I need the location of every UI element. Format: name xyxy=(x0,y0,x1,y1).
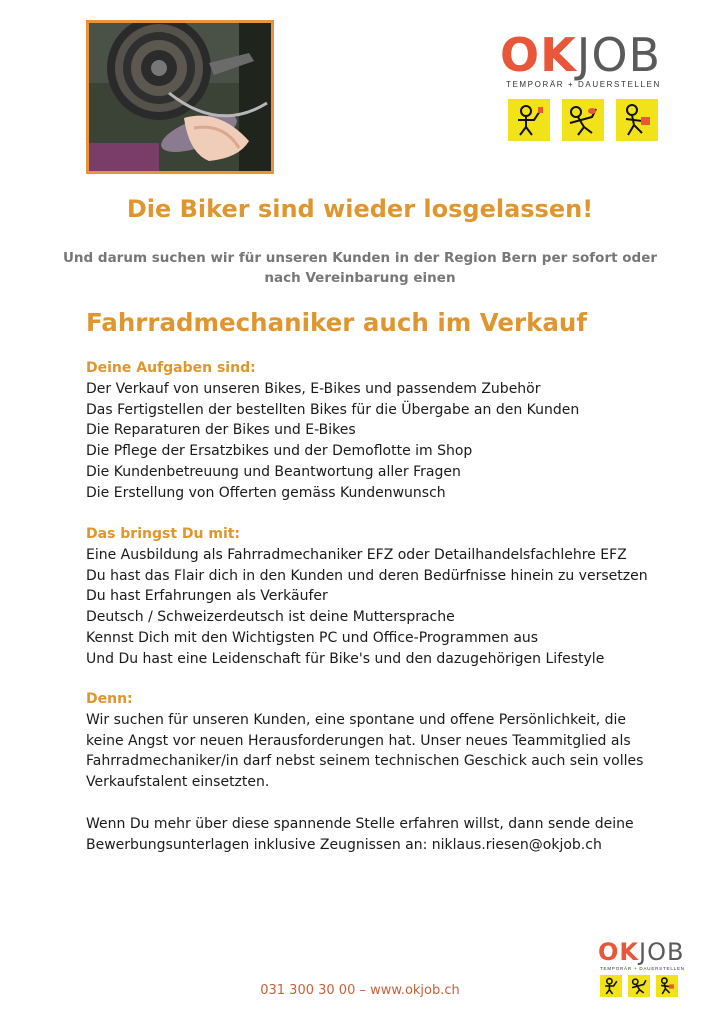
list-item: Das Fertigstellen der bestellten Bikes für die Übergabe an den Kunden xyxy=(86,401,580,418)
tasks-section xyxy=(86,358,666,504)
okjob-logo xyxy=(500,28,695,141)
logo-tagline: TEMPORÄR + DAUERSTELLEN xyxy=(600,966,685,971)
list-item: Die Pflege der Ersatzbikes und der Demoflotte im Shop xyxy=(86,443,473,460)
denn-heading: Denn: xyxy=(86,691,133,707)
denn-section xyxy=(86,689,666,793)
tasks-heading: Deine Aufgaben sind: xyxy=(86,360,256,376)
footer-contact: 031 300 30 00 – www.okjob.ch xyxy=(260,983,460,998)
logo-figure-tiles xyxy=(500,99,695,141)
figure-icon xyxy=(508,99,550,141)
list-item: Die Erstellung von Offerten gemäss Kundenwunsch xyxy=(86,484,446,501)
intro-line: nach Vereinbarung einen xyxy=(264,270,456,286)
logo-wordmark xyxy=(500,28,695,82)
list-item: Du hast das Flair dich in den Kunden und deren Bedürfnisse hinein zu versetzen xyxy=(86,567,648,584)
list-item: Und Du hast eine Leidenschaft für Bike's und den dazugehörigen Lifestyle xyxy=(86,650,605,667)
paragraph-line: keine Angst vor neuen Herausforderungen hat. Unser neues Teammitglied als xyxy=(86,732,631,749)
logo-job: JOB xyxy=(639,938,685,966)
headline: Die Biker sind wieder losgelassen! xyxy=(126,195,594,223)
logo-job: JOB xyxy=(576,28,662,82)
list-item: Die Kundenbetreuung und Beantwortung aller Fragen xyxy=(86,463,461,480)
logo-ok: OK xyxy=(598,938,639,966)
paragraph-line: Bewerbungsunterlagen inklusive Zeugnissen an: niklaus.riesen@okjob.ch xyxy=(86,836,602,853)
logo-tagline: TEMPORÄR + DAUERSTELLEN xyxy=(506,80,661,89)
list-item: Die Reparaturen der Bikes und E-Bikes xyxy=(86,422,356,439)
figure-icon xyxy=(616,99,658,141)
logo-wordmark xyxy=(598,940,698,964)
paragraph-line: Fahrradmechaniker/in darf nebst seinem technischen Geschick auch sein volles xyxy=(86,753,644,770)
requirements-heading: Das bringst Du mit: xyxy=(86,526,241,542)
paragraph-line: Verkaufstalent einsetzten. xyxy=(86,774,270,791)
intro-text xyxy=(60,248,660,288)
list-item: Kennst Dich mit den Wichtigsten PC und Office-Programmen aus xyxy=(86,629,539,646)
intro-line: Und darum suchen wir für unseren Kunden in der Region Bern per sofort oder xyxy=(62,250,658,266)
paragraph-line: Wenn Du mehr über diese spannende Stelle erfahren willst, dann sende deine xyxy=(86,816,634,832)
list-item: Der Verkauf von unseren Bikes, E-Bikes und passendem Zubehör xyxy=(86,380,541,397)
list-item: Eine Ausbildung als Fahrradmechaniker EFZ oder Detailhandelsfachlehre EFZ xyxy=(86,546,627,563)
requirements-section xyxy=(86,524,666,670)
apply-section xyxy=(86,814,666,856)
list-item: Deutsch / Schweizerdeutsch ist deine Muttersprache xyxy=(86,609,455,626)
job-title: Fahrradmechaniker auch im Verkauf xyxy=(86,308,588,337)
list-item: Du hast Erfahrungen als Verkäufer xyxy=(86,588,328,605)
logo-ok: OK xyxy=(500,28,577,82)
figure-icon xyxy=(562,99,604,141)
paragraph-line: Wir suchen für unseren Kunden, eine spontane und offene Persönlichkeit, die xyxy=(86,711,627,728)
bike-repair-photo xyxy=(86,20,274,174)
